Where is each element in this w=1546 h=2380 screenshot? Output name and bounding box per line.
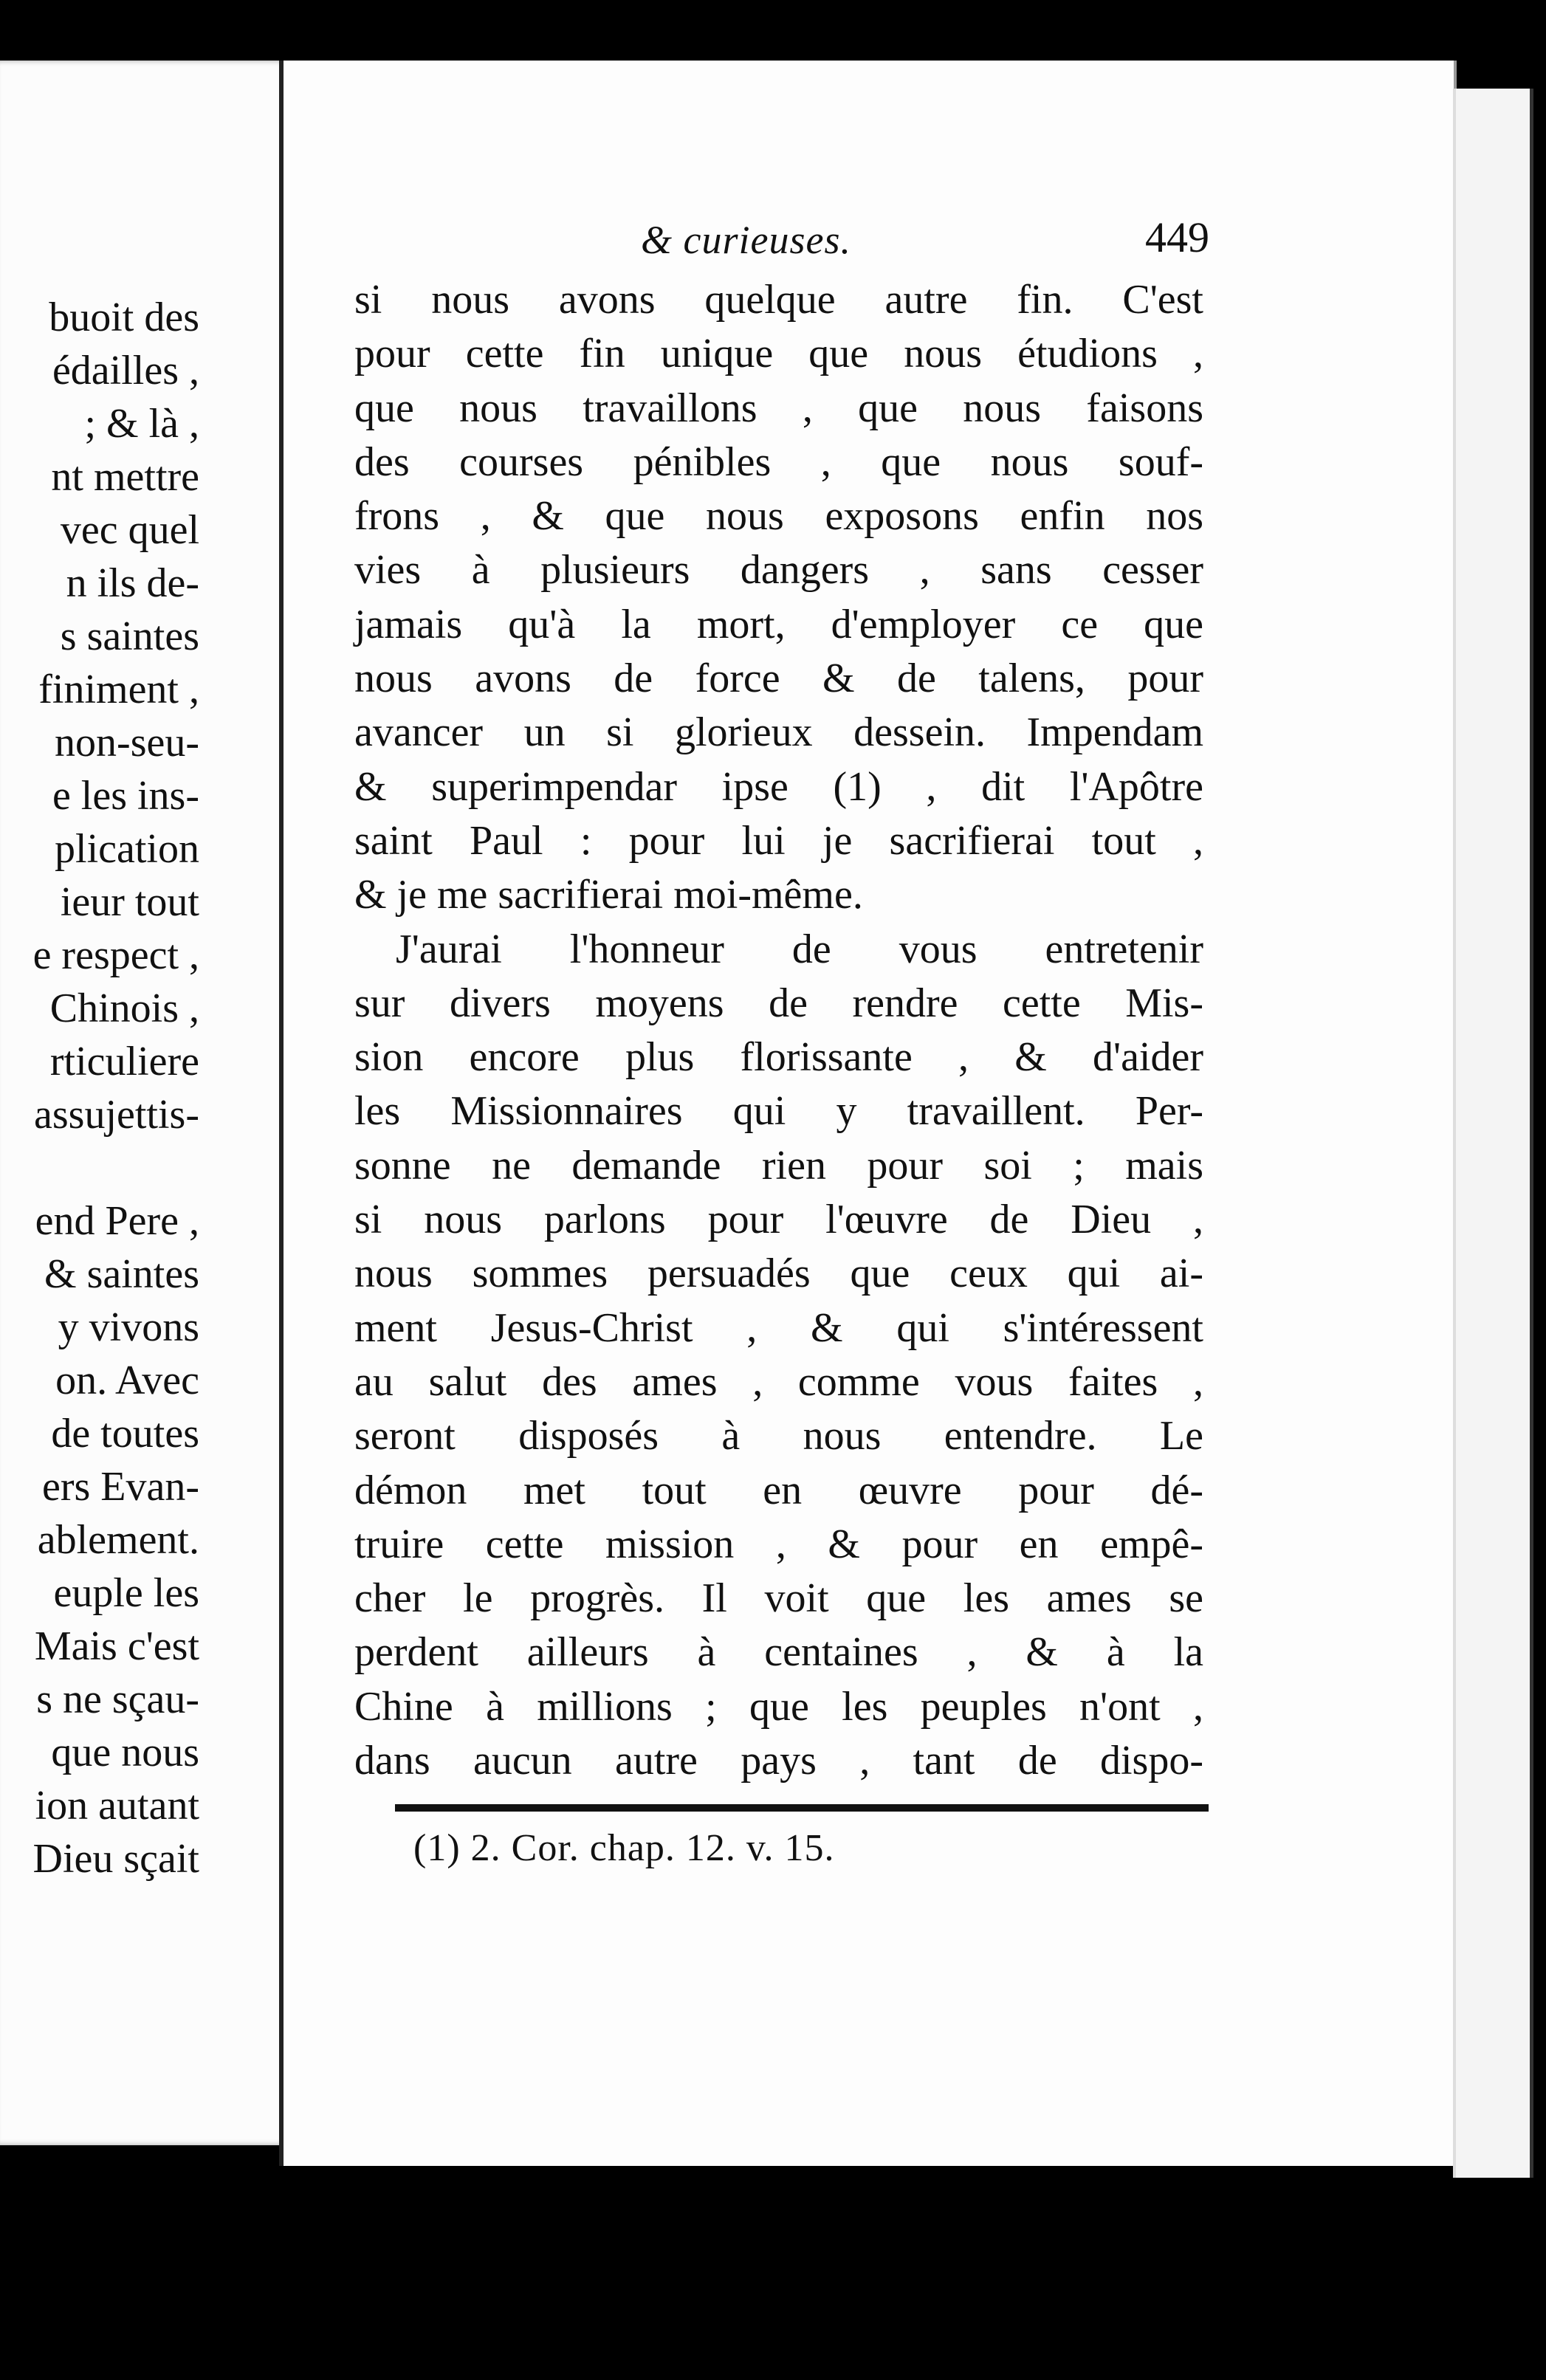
text-line: sonne ne demande rien pour soi ; mais <box>354 1142 1203 1189</box>
text-line: vies à plusieurs dangers , sans cesser <box>354 547 1203 594</box>
text-line: & je me sacrifierai moi-même. <box>354 872 863 918</box>
text-line: au salut des ames , comme vous faites , <box>354 1358 1203 1405</box>
previous-page-line: assujettis- <box>34 1092 199 1138</box>
previous-page-line: end Pere , <box>35 1198 199 1244</box>
running-head: & curieuses. <box>641 218 851 262</box>
previous-page-line: ion autant <box>35 1783 199 1829</box>
previous-page-line: Dieu sçait <box>32 1836 199 1882</box>
text-line: truire cette mission , & pour en empê- <box>354 1521 1203 1567</box>
text-line: sur divers moyens de rendre cette Mis- <box>354 980 1203 1026</box>
text-line: frons , & que nous exposons enfin nos <box>354 493 1203 540</box>
text-line: nous avons de force & de talens, pour <box>354 656 1203 702</box>
text-line: démon met tout en œuvre pour dé- <box>354 1467 1203 1513</box>
previous-page-line: s ne sçau- <box>36 1676 199 1722</box>
previous-page-line: ; & là , <box>84 401 199 447</box>
text-line: perdent ailleurs à centaines , & à la <box>354 1629 1203 1676</box>
text-line: dans aucun autre pays , tant de dispo- <box>354 1738 1203 1784</box>
page-edge <box>1453 89 1533 2178</box>
previous-page-line: Mais c'est <box>34 1623 199 1669</box>
previous-page-line: e les ins- <box>52 773 199 819</box>
previous-page-line: plication <box>55 826 199 872</box>
previous-page-line: n ils de- <box>66 560 199 606</box>
text-line: saint Paul : pour lui je sacrifierai tout , <box>354 817 1203 864</box>
previous-page-line: ieur tout <box>60 879 199 925</box>
previous-page-line: ablement. <box>37 1517 199 1563</box>
previous-page-line: rticuliere <box>49 1039 199 1084</box>
text-line: nous sommes persuadés que ceux qui ai- <box>354 1251 1203 1297</box>
previous-page-line: vec quel <box>60 507 199 553</box>
text-line: si nous avons quelque autre fin. C'est <box>354 277 1203 323</box>
previous-page-line: Chinois , <box>49 986 199 1031</box>
previous-page-line: euple les <box>53 1570 199 1616</box>
previous-page-line: s saintes <box>60 613 199 659</box>
text-line: si nous parlons pour l'œuvre de Dieu , <box>354 1197 1203 1243</box>
previous-page-line: non-seu- <box>55 720 199 766</box>
text-line: des courses pénibles , que nous souf- <box>354 438 1203 485</box>
previous-page-line: on. Avec <box>55 1358 199 1403</box>
text-line: pour cette fin unique que nous étudions , <box>354 331 1203 377</box>
text-line: seront disposés à nous entendre. Le <box>354 1413 1203 1459</box>
previous-page-line: de toutes <box>51 1411 199 1456</box>
text-line: ment Jesus-Christ , & qui s'intéressent <box>354 1304 1203 1351</box>
previous-page-line: e respect , <box>32 932 199 978</box>
body-text <box>354 273 1203 1788</box>
previous-page-line: nt mettre <box>51 454 199 500</box>
page-number: 449 <box>1145 213 1209 261</box>
previous-page-line: édailles , <box>52 348 199 393</box>
text-line: sion encore plus florissante , & d'aider <box>354 1034 1203 1081</box>
previous-page-line: finiment , <box>38 667 199 712</box>
text-line: les Missionnaires qui y travaillent. Per- <box>354 1088 1203 1135</box>
text-line: avancer un si glorieux dessein. Impendam <box>354 709 1203 756</box>
text-line: jamais qu'à la mort, d'employer ce que <box>354 601 1203 647</box>
text-line: J'aurai l'honneur de vous entretenir <box>396 926 1203 972</box>
page-header <box>641 213 1209 276</box>
previous-page-line: & saintes <box>44 1251 199 1297</box>
previous-page-fragment <box>0 61 289 2145</box>
previous-page-line: que nous <box>51 1730 199 1775</box>
text-line: & superimpendar ipse (1) , dit l'Apôtre <box>354 763 1203 810</box>
text-line: Chine à millions ; que les peuples n'ont , <box>354 1683 1203 1730</box>
previous-page-line: ers Evan- <box>41 1464 199 1510</box>
footnote: (1) 2. Cor. chap. 12. v. 15. <box>413 1827 835 1869</box>
previous-page-line: buoit des <box>49 295 199 340</box>
text-line: cher le progrès. Il voit que les ames se <box>354 1575 1203 1622</box>
previous-page-line: y vivons <box>58 1304 199 1350</box>
footnote-rule <box>395 1804 1209 1812</box>
text-line: que nous travaillons , que nous faisons <box>354 385 1203 431</box>
